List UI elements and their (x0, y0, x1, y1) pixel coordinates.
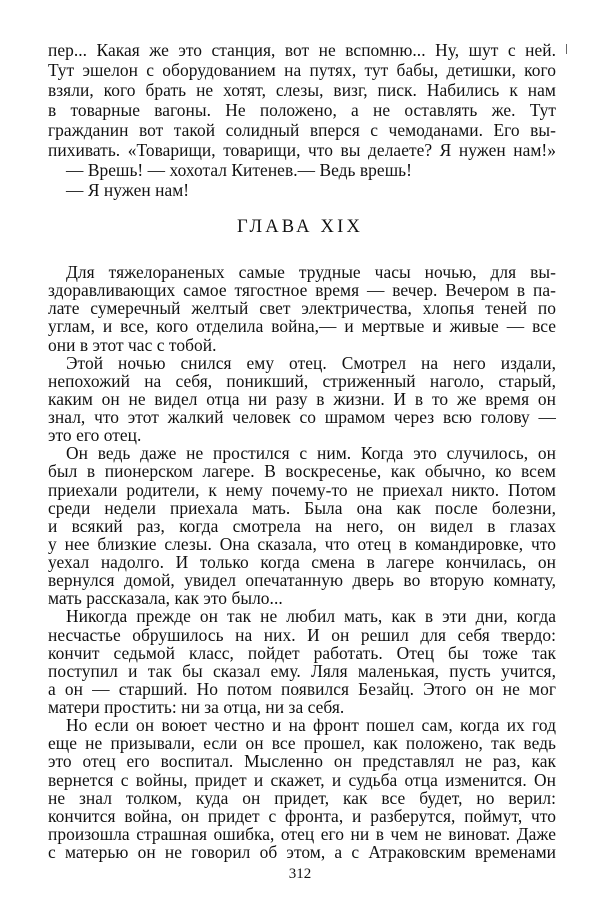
text-line: пер... Какая же это станция, вот не вспомню... Ну, шут с ней. (48, 40, 556, 60)
text-line: а он — старший. Но потом появился Безайц. Этого он не мог (48, 678, 556, 699)
text-line: несчастье обрушилось на них. И он решил для себя твердо: (48, 624, 556, 645)
text-line: поступил и так бы сказал ему. Ляля маленькая, пусть учится, (48, 660, 556, 681)
text-line: гражданин вот такой солидный вперся с чемоданами. Его вы- (48, 120, 556, 140)
text-line: это отец его воспитал. Мысленно он представлял не раз, как (48, 751, 556, 772)
paragraph-first-line: Но если он воюет честно и на фронт пошел сам, когда их год (66, 715, 556, 736)
text-line: уехал надолго. И только когда смена в лагере кончилась, он (48, 552, 556, 572)
text-line: кончит седьмой класс, пойдет работать. Отец бы тоже так (48, 642, 556, 663)
paragraph-first-line: Этой ночью снился ему отец. Смотрел на него издали, (66, 352, 556, 373)
text-line: мать рассказала, как это было... (48, 588, 283, 609)
text-line: взяли, кого брать не хотят, слезы, визг, писк. Набились к нам (48, 80, 556, 100)
margin-mark (566, 44, 567, 54)
paragraph-first-line: Никогда прежде он так не любил мать, как в эти дни, когда (66, 606, 556, 627)
text-line: с матерью он не говорил об этом, а с Атраковским временами (48, 842, 556, 862)
page-number: 312 (288, 866, 312, 882)
text-line: еще не призывали, если он все прошел, как положено, так ведь (48, 733, 556, 754)
text-line: здоравливающих самое тягостное время — вечер. Вечером в па- (48, 280, 556, 301)
text-line: произошла страшная ошибка, отец его ни в чем не виноват. Даже (48, 823, 556, 844)
paragraph-first-line: Он ведь даже не простился с ним. Когда это случилось, он (66, 443, 556, 464)
text-line: углам, и все, кого отделила война,— и мертвые и живые — все (48, 316, 556, 337)
dialogue-line: — Я нужен нам! (66, 180, 190, 200)
text-line: лате сумеречный желтый свет электричества, хлопья теней по (48, 298, 556, 319)
text-line: приехали родители, к нему почему-то не приехал никто. Потом (48, 479, 556, 500)
text-line: они в этот час с тобой. (48, 334, 217, 355)
text-line: и всякий раз, когда смотрела на него, он видел в глазах (48, 515, 556, 536)
text-line: Тут эшелон с оборудованием на путях, тут бабы, детишки, кого (48, 60, 556, 80)
text-line: непохожий на себя, поникший, стриженный наголо, старый, (48, 370, 556, 391)
text-line: в товарные вагоны. Не положено, а не оставлять же. Тут (48, 100, 556, 120)
chapter-title: ГЛАВА XIX (236, 217, 364, 237)
text-line: матери простить: ни за отца, ни за себя. (48, 697, 345, 717)
text-line: каким он не видел отца ни разу в жизни. И в то же время он (48, 388, 556, 409)
text-line: это его отец. (48, 425, 142, 446)
text-line: знал, что этот жалкий человек со шрамом через всю голову — (48, 407, 556, 427)
paragraph-first-line: Для тяжелораненых самые трудные часы ночью, для вы- (66, 262, 556, 282)
text-line: вернется с войны, придет и скажет, и судьба отца изменится. Он (48, 769, 556, 790)
text-line: у нее близкие слезы. Она сказала, что отец в командировке, что (48, 533, 556, 554)
text-line: был в пионерском лагере. В воскресенье, как обычно, ко всем (48, 461, 556, 482)
text-line: не знал толком, куда он придет, как все будет, но верил: (48, 787, 556, 808)
text-line: вернулся домой, увидел опечатанную дверь во вторую комнату, (48, 570, 556, 591)
text-line: пихивать. «Товарищи, товарищи, что вы делаете? Я нужен нам!» (48, 140, 556, 160)
text-line: кончится война, он придет с фронта, и разберутся, поймут, что (48, 805, 556, 826)
text-line: среди недели приехала мать. Была она как после болезни, (48, 497, 556, 518)
dialogue-line: — Врешь! — хохотал Китенев.— Ведь врешь! (66, 160, 412, 180)
